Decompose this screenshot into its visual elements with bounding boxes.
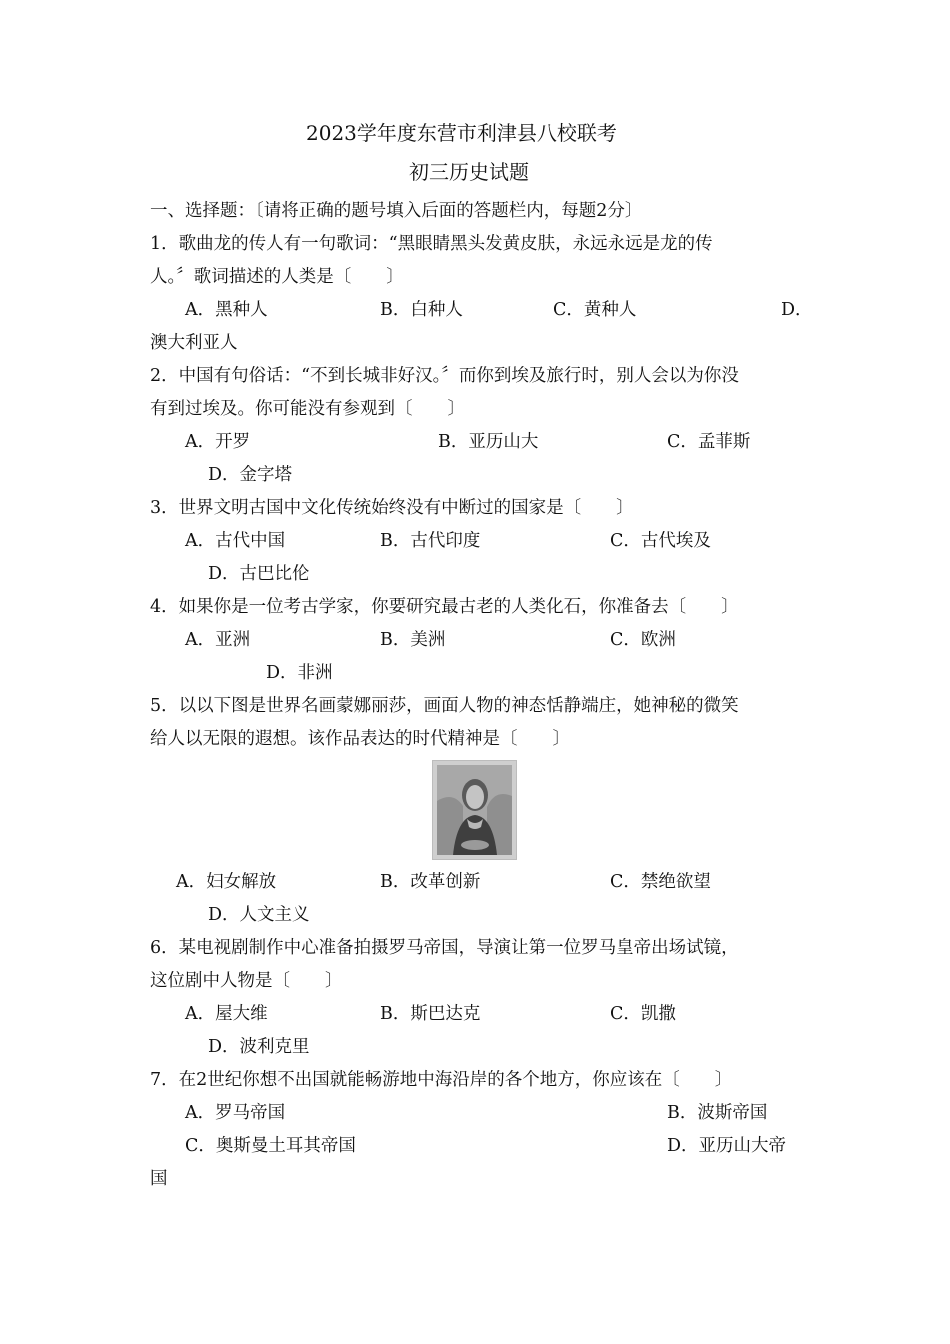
question-6-option-c: C．凯撒 [610, 1004, 676, 1024]
question-4-option-a: A．亚洲 [185, 630, 251, 650]
question-1-text-cont: 人。〞歌词描述的人类是〔 〕 [150, 267, 404, 287]
question-6-option-d: D．波利克里 [208, 1037, 310, 1057]
question-1-option-a: A．黑种人 [185, 300, 268, 320]
question-7-option-d-cont: 国 [150, 1169, 168, 1189]
question-6-option-a: A．屋大维 [185, 1004, 268, 1024]
question-4-option-c: C．欧洲 [610, 630, 676, 650]
question-5-option-a: A．妇女解放 [176, 872, 277, 892]
question-1-option-c: C．黄种人 [553, 300, 637, 320]
question-7-option-c: C．奥斯曼土耳其帝国 [185, 1136, 356, 1156]
question-7-text: 7．在2世纪你想不出国就能畅游地中海沿岸的各个地方，你应该在〔 〕 [150, 1070, 733, 1090]
question-7-option-b: B．波斯帝国 [667, 1103, 768, 1123]
question-5-text: 5．以以下图是世界名画蒙娜丽莎，画面人物的神态恬静端庄，她神秘的微笑 [150, 696, 739, 716]
question-1-option-d-text: 澳大利亚人 [150, 333, 238, 353]
question-2-option-b: B．亚历山大 [438, 432, 539, 452]
question-5-option-c: C．禁绝欲望 [610, 872, 711, 892]
question-3-option-c: C．古代埃及 [610, 531, 711, 551]
question-3-option-a: A．古代中国 [185, 531, 286, 551]
exam-title: 2023学年度东营市利津县八校联考 [306, 121, 617, 145]
question-1-option-b: B．白种人 [380, 300, 463, 320]
question-2-option-a: A．开罗 [185, 432, 251, 452]
question-3-option-d: D．古巴比伦 [208, 564, 310, 584]
exam-subtitle: 初三历史试题 [409, 160, 529, 184]
question-2-text-cont: 有到过埃及。你可能没有参观到〔 〕 [150, 399, 465, 419]
question-6-text-cont: 这位剧中人物是〔 〕 [150, 971, 343, 991]
question-4-text: 4．如果你是一位考古学家，你要研究最古老的人类化石，你准备去〔 〕 [150, 597, 739, 617]
mona-lisa-image [432, 760, 517, 860]
question-4-option-d: D．非洲 [266, 663, 333, 683]
question-4-option-b: B．美洲 [380, 630, 446, 650]
question-7-option-d: D．亚历山大帝 [667, 1136, 787, 1156]
mona-lisa-illustration [433, 761, 516, 859]
question-3-text: 3．世界文明古国中文化传统始终没有中断过的国家是〔 〕 [150, 498, 634, 518]
question-5-option-d: D．人文主义 [208, 905, 310, 925]
question-7-option-a: A．罗马帝国 [185, 1103, 286, 1123]
question-5-option-b: B．改革创新 [380, 872, 481, 892]
question-1-option-d-label: D． [781, 300, 813, 320]
question-2-option-c: C．孟菲斯 [667, 432, 751, 452]
question-6-option-b: B．斯巴达克 [380, 1004, 481, 1024]
section-heading: 一、选择题：〔请将正确的题号填入后面的答题栏内，每题2分〕 [150, 201, 643, 221]
question-1-text: 1．歌曲龙的传人有一句歌词：“黑眼睛黑头发黄皮肤，永远永远是龙的传 [150, 234, 713, 254]
question-6-text: 6．某电视剧制作中心准备拍摄罗马帝国，导演让第一位罗马皇帝出场试镜， [150, 938, 739, 958]
question-3-option-b: B．古代印度 [380, 531, 481, 551]
question-5-text-cont: 给人以无限的遐想。该作品表达的时代精神是〔 〕 [150, 729, 570, 749]
question-2-option-d: D．金字塔 [208, 465, 293, 485]
question-2-text: 2．中国有句俗话：“不到长城非好汉。〞而你到埃及旅行时，别人会以为你没 [150, 366, 739, 386]
